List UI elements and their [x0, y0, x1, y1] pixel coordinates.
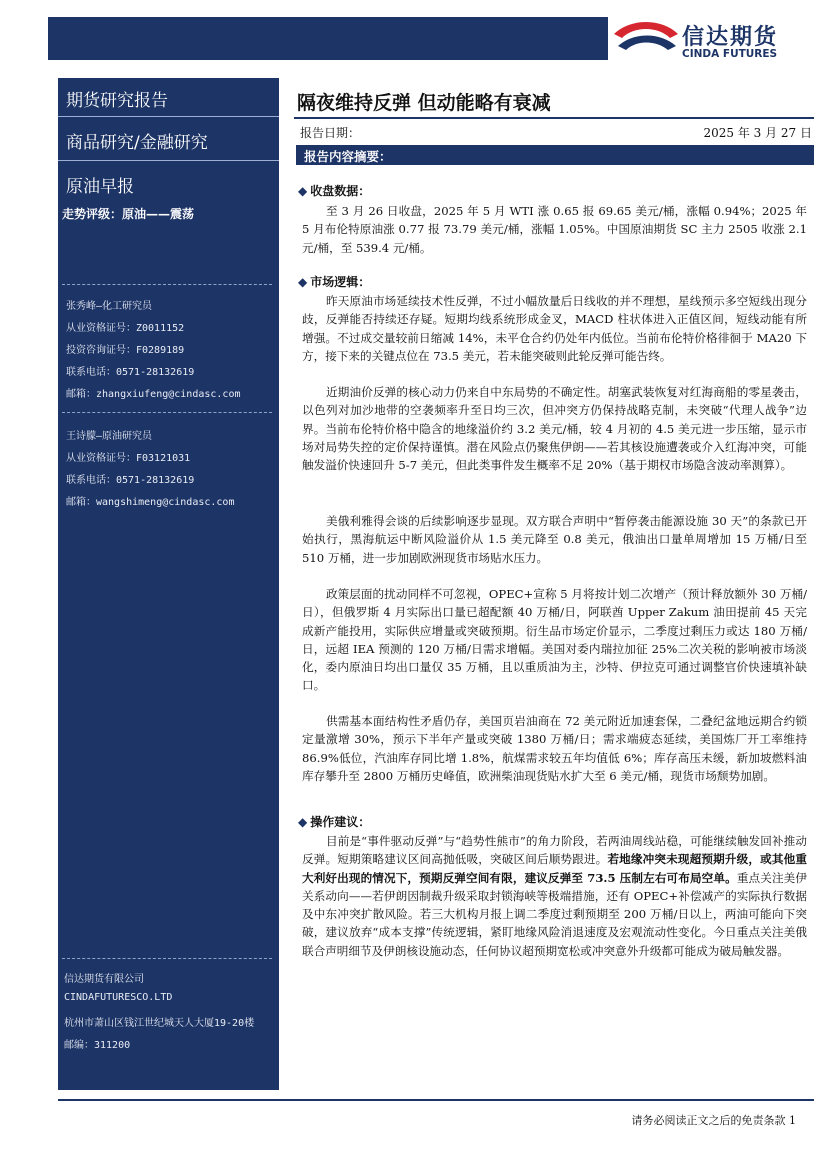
sidebar-divider: [58, 116, 279, 117]
report-type: 期货研究报告: [66, 91, 168, 111]
report-date: 2025 年 3 月 27 日: [703, 126, 812, 140]
report-title: 隔夜维持反弹 但动能略有衰减: [297, 92, 551, 114]
header-band: [48, 17, 608, 60]
analyst1-name: 张秀峰—化工研究员: [66, 301, 153, 312]
logic-paragraph-2: 近期油价反弹的核心动力仍来自中东局势的不确定性。胡塞武装恢复对红海商船的零星袭击，以色列对加沙地带的空袭频率升至日均三次，但冲突方仍保持战略克制，未突破“代理人战争”边界。当前布伦特价格中隐含的地缘溢价约 3.2 美元/桶，较 4 月初的 4.5 美元进一步压缩，显示市场对局势失控的定价保持谨慎。潜在风险点仍聚焦伊朗——若其核设施遭袭或介入红海冲突，可能触发溢价快速回升 5-7 美元，但此类事件发生概率不足 20%（基于期权市场隐含波动率测算）。: [302, 385, 807, 473]
sidebar-dashed-divider: [62, 958, 272, 959]
title-rule: [294, 117, 814, 119]
report-category: 商品研究/金融研究: [66, 133, 208, 153]
company-name: 信达期货有限公司: [64, 974, 144, 985]
footer-rule: [58, 1099, 814, 1101]
advice-key-strategy: 若地缘冲突未现超预期升级，或其他重大利好出现的情况下，预期反弹空间有限，建议反弹至 73.5 压制左右可布局空单。: [302, 852, 807, 885]
logic-paragraph-1: 昨天原油市场延续技术性反弹，不过小幅放量后日线收的并不理想，星线预示多空短线出现分歧，反弹能否持续还存疑。短期均线系统形成金叉，MACD 柱状体进入正值区间，短线动能有所增强。不过成交量较前日缩减 14%，未平仓合约仍处年内低位。当前布伦特价格徘徊于 MA20 下方，接下来的关键点位在 73.5 美元，若未能突破则此轮反弹可能告终。: [302, 294, 807, 363]
logic-paragraph-5: 供需基本面结构性矛盾仍存，美国页岩油商在 72 美元附近加速套保，二叠纪盆地远期合约锁定量激增 30%，预示下半年产量或突破 1380 万桶/日；需求端疲态延续，美国炼厂开工率维持 86.9%低位，汽油库存同比增 1.8%，航煤需求较五年均值低 6%；库存高压未缓，新加坡燃料油库存攀升至 2800 万桶历史峰值，欧洲柴油现货贴水扩大至 6 美元/桶，现货市场颓势加剧。: [302, 714, 807, 783]
analyst2-license: 从业资格证号：F03121031: [66, 453, 191, 464]
advice-tail: 重点关注美伊关系动向——若伊朗因制裁升级采取封锁海峡等极端措施，还有 OPEC+补偿减产的实际执行数据及中东冲突扩散风险。若三大机构月报上调二季度过剩预期至 200 万桶/日以上，两油可能向下突破，建议放弃“成本支撑”传统逻辑，紧盯地缘风险消退速度及宏观流动性变化。今日重点关注美俄联合声明细节及伊朗核设施动态，任何协议超预期宽松或冲突意外升级都可能成为破局触发器。: [302, 870, 807, 958]
advice-lead: 目前是“事件驱动反弹”与“趋势性熊市”的角力阶段，若两油周线站稳，可能继续触发回补推动反弹。短期策略建议区间高抛低吸，突破区间后顺势跟进。: [302, 834, 807, 867]
report-date-label: 报告日期：: [300, 126, 361, 140]
company-logo: [610, 18, 810, 64]
analyst2-email: 邮箱：wangshimeng@cindasc.com: [66, 497, 235, 508]
sidebar-dashed-divider: [62, 412, 272, 413]
disclaimer-note[interactable]: 请务必阅读正文之后的免责条款 1: [631, 1114, 796, 1127]
sidebar-divider: [58, 160, 279, 161]
diamond-bullet-icon: ◆: [298, 184, 308, 198]
section-logic-heading: ◆ 市场逻辑：: [298, 275, 371, 289]
abstract-label: 报告内容摘要：: [304, 149, 392, 164]
diamond-bullet-icon: ◆: [298, 275, 308, 289]
analyst1-email: 邮箱：zhangxiufeng@cindasc.com: [66, 389, 241, 400]
analyst1-phone: 联系电话：0571-28132619: [66, 367, 195, 378]
trend-rating: 走势评级：原油——震荡: [62, 207, 195, 221]
analyst1-license: 从业资格证号：Z0011152: [66, 323, 185, 334]
section-close-heading: ◆ 收盘数据：: [298, 184, 371, 198]
logic-paragraph-4: 政策层面的扰动同样不可忽视，OPEC+宣称 5 月将按计划二次增产（预计释放额外 30 万桶/日），但俄罗斯 4 月实际出口量已超配额 40 万桶/日，阿联酋 Upper Zakum 油田提前 45 天完成新产能投用，实际供应增量或突破预期。衍生品市场定价显示，二季度过剩压力或达 180 万桶/日，远超 IEA 预测的 120 万桶/日需求增幅。美国对委内瑞拉加征 25%二次关税的影响被市场淡化，委内原油日均出口量仅 35 万桶，且以重质油为主，沙特、伊拉克可通过调整官价快速填补缺口。: [302, 587, 807, 693]
company-site: CINDAFUTURESCO.LTD: [64, 992, 173, 1003]
analyst2-phone: 联系电话：0571-28132619: [66, 475, 195, 486]
section-advice-heading: ◆ 操作建议：: [298, 815, 371, 829]
sidebar: [58, 78, 279, 1090]
report-name: 原油早报: [66, 177, 134, 197]
company-address: 杭州市萧山区钱江世纪城天人大厦19-20楼: [64, 1018, 255, 1029]
logo-cn-text: 信达期货: [682, 25, 779, 50]
sidebar-dashed-divider: [62, 284, 272, 285]
analyst2-name: 王诗朦—原油研究员: [66, 431, 153, 442]
close-paragraph: 至 3 月 26 日收盘，2025 年 5 月 WTI 涨 0.65 报 69.65 美元/桶，涨幅 0.94%；2025 年 5 月布伦特原油涨 0.77 报 73.79 美元/桶，涨幅 1.05%。中国原油期货 SC 主力 2505 收涨 2.1 元/桶，至 539.4 元/桶。: [302, 204, 807, 255]
cinda-logo-icon: [610, 20, 686, 60]
abstract-header: [296, 145, 814, 165]
company-postcode: 邮编：311200: [64, 1040, 131, 1051]
advice-paragraph: [302, 832, 807, 960]
logic-paragraph-3: 美俄利雅得会谈的后续影响逐步显现。双方联合声明中“暂停袭击能源设施 30 天”的条款已开始执行，黑海航运中断风险溢价从 1.5 美元降至 0.8 美元，俄油出口量单周增加 15 万桶/日至 510 万桶，进一步加剧欧洲现货市场贴水压力。: [302, 514, 807, 565]
diamond-bullet-icon: ◆: [298, 815, 308, 829]
analyst1-advisor-license: 投资咨询证号：F0289189: [66, 345, 185, 356]
logo-en-text: CINDA FUTURES: [682, 48, 778, 60]
